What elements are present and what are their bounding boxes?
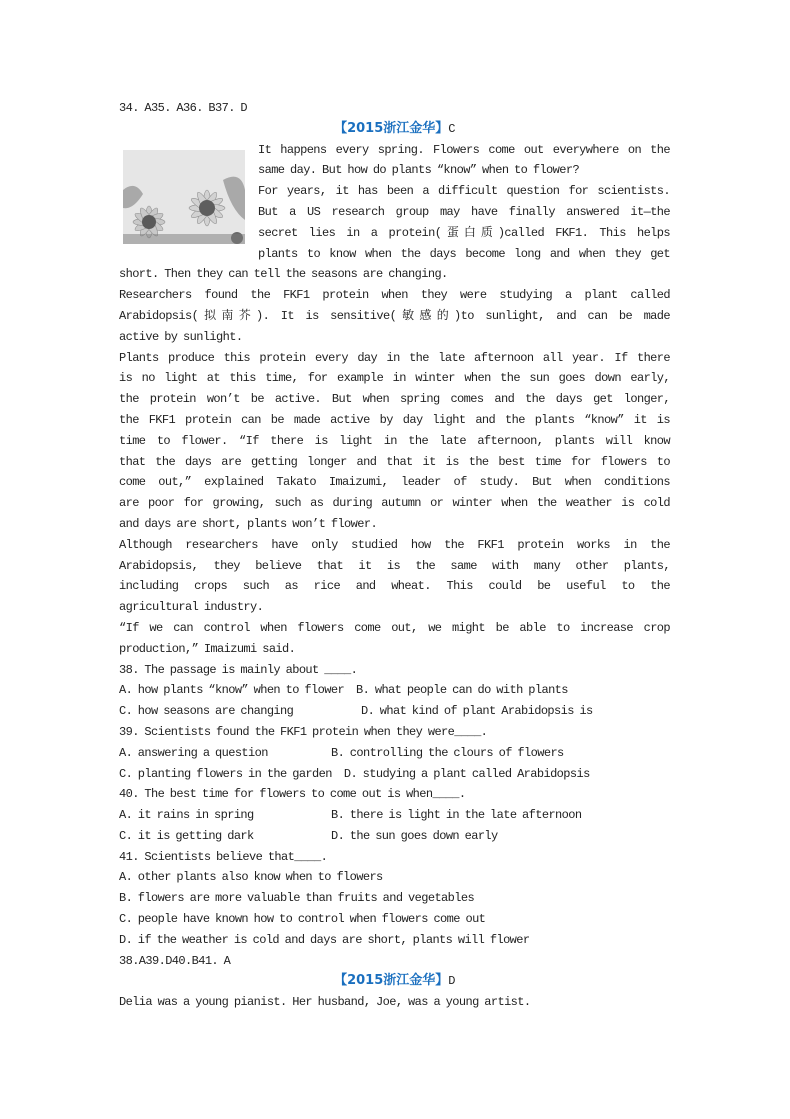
option-d: D. what kind of plant Arabidopsis is [361,704,593,719]
option-row [119,743,670,764]
passage-line: Researchers found the FKF1 protein when they were studying a plant called [119,288,670,303]
previous-answers: 34. A35. A36. B37. D [119,101,248,115]
question-stem: 41. Scientists believe that____. [119,849,328,864]
section-c-wrapped-text [258,140,670,265]
section-c-answers: 38.A39.D40.B41. A [119,953,231,968]
question-38 [119,660,670,722]
section-c-heading [119,119,670,140]
question-40 [119,784,670,846]
option-a: A. answering a question [119,745,268,760]
option-b: B. there is light in the late afternoon [331,808,582,823]
passage-paragraph-4 [119,535,670,618]
passage-line: short. Then they can tell the seasons are changing. [119,267,448,282]
passage-paragraph-5 [119,618,670,660]
section-c-letter: C [448,121,455,136]
question-stem: 40. The best time for flowers to come out is when____. [119,787,466,802]
passage-line: Plants produce this protein every day in the late afternoon all year. If there [119,350,670,365]
passage-line: “If we can control when flowers come out, we might be able to increase crop [119,620,670,635]
option-d: D. the sun goes down early [331,828,498,843]
passage-line: is no light at this time, for example in winter when the sun goes down early, [119,371,670,386]
question-stem: 39. Scientists found the FKF1 protein when they were____. [119,724,488,739]
passage-line: For years, it has been a difficult question for scientists. [258,184,670,199]
option-b: B. flowers are more valuable than fruits and vegetables [119,891,475,906]
passage-line: and days are short, plants won’t flower. [119,516,378,531]
passage-paragraph-1 [119,264,670,285]
option-row [119,826,670,847]
passage-paragraph-2 [119,285,670,347]
passage-paragraph-3 [119,348,670,535]
passage-line: Although researchers have only studied how the FKF1 protein works in the [119,537,670,552]
section-d-first-line: Delia was a young pianist. Her husband, Joe, was a young artist. [119,995,531,1010]
passage-line: active by sunlight. [119,329,243,344]
option-row [119,701,670,722]
option-row [119,805,670,826]
option-row [119,764,670,785]
passage-line: that the days are getting longer and that it is the best time for flowers to [119,454,670,469]
question-stem: 38. The passage is mainly about ____. [119,662,358,677]
passage-line: are poor for growing, such as during autumn or winter when the weather is cold [119,496,670,511]
passage-line: the FKF1 protein can be made active by day light and the plants “know” it is [119,412,670,427]
passage-line: time to flower. “If there is light in the late afternoon, plants will know [119,433,670,448]
option-a: A. how plants “know” when to flower [119,683,345,698]
question-41 [119,847,670,951]
section-d-heading [119,971,670,992]
passage-line: same day. But how do plants “know” when to flower? [258,163,580,178]
passage-line: But a US research group may have finally answered it—the [258,204,670,219]
option-c: C. planting flowers in the garden [119,766,332,781]
option-row [119,680,670,701]
passage-line: the protein won’t be active. But when spring comes and the days get longer, [119,392,670,407]
option-b: B. controlling the clours of flowers [331,745,564,760]
option-c: C. it is getting dark [119,828,254,843]
sunflower-photo [123,150,245,244]
option-c: C. people have known how to control when flowers come out [119,912,486,927]
passage-line: secret lies in a protein(蛋白质)called FKF1. This helps [258,225,670,240]
passage-line: come out,” explained Takato Imaizumi, leader of study. But when conditions [119,475,670,490]
section-d-letter: D [448,974,455,989]
option-a: A. other plants also know when to flowers [119,870,383,885]
passage-line: It happens every spring. Flowers come out everywhere on the [258,142,670,157]
section-d-source: 【2015浙江金华】 [334,973,449,989]
passage-line: Arabidopsis, they believe that it is the same with many other plants, [119,558,670,573]
passage-line: production,” Imaizumi said. [119,641,296,656]
document-page [119,98,670,1013]
passage-line: Arabidopsis(拟南芥). It is sensitive(敏感的)to sunlight, and can be made [119,308,670,323]
option-d: D. if the weather is cold and days are short, plants will flower [119,932,530,947]
section-c-source: 【2015浙江金华】 [334,120,449,136]
passage-line: including crops such as rice and wheat. This could be useful to the [119,579,670,594]
sunflower-image-icon [123,150,245,244]
passage-line: agricultural industry. [119,600,264,615]
passage-line: plants to know when the days become long and when they get [258,246,670,261]
option-d: D. studying a plant called Arabidopsis [343,766,590,781]
question-39 [119,722,670,784]
option-b: B. what people can do with plants [356,683,568,698]
option-a: A. it rains in spring [119,808,254,823]
option-c: C. how seasons are changing [119,704,294,719]
